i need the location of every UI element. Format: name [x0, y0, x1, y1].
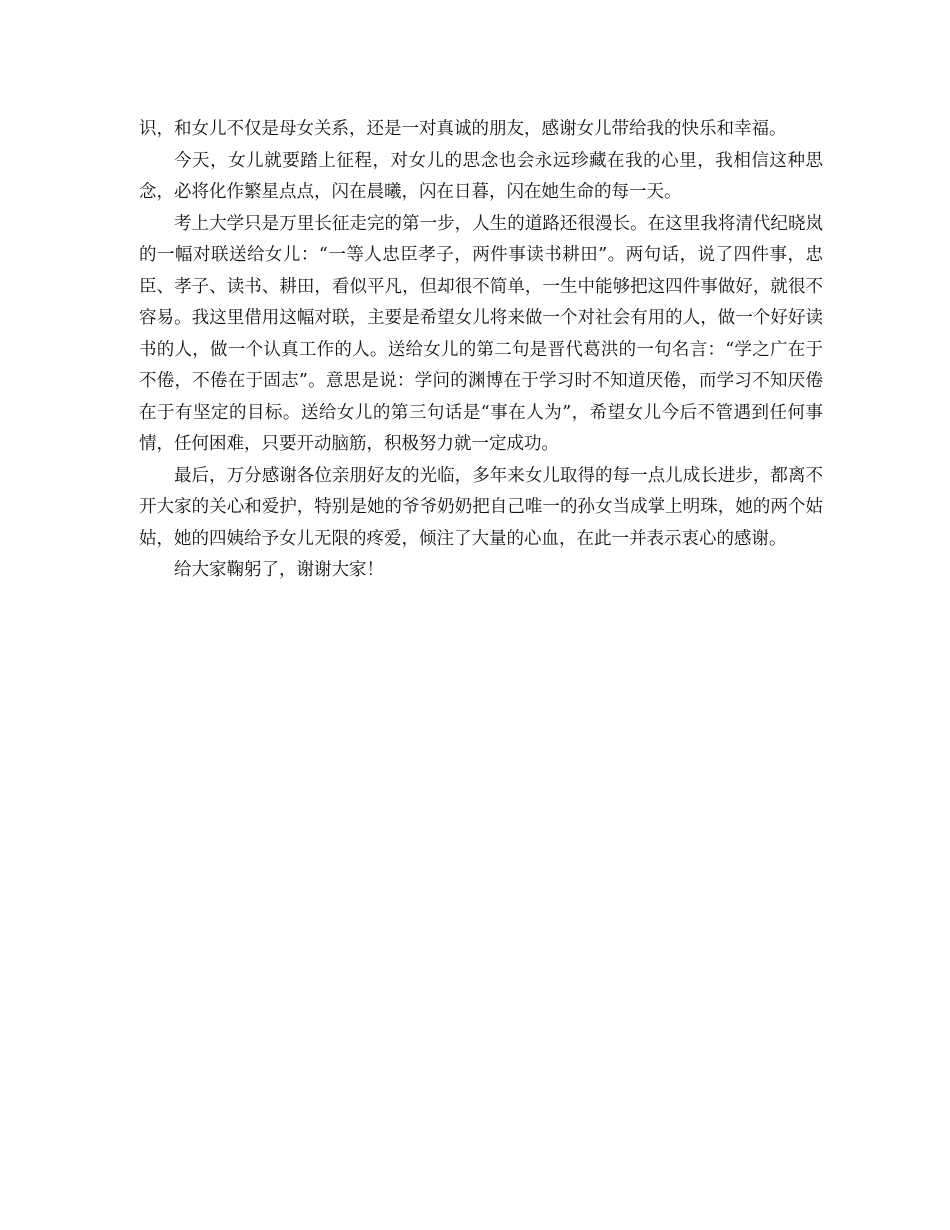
paragraph-3: 考上大学只是万里长征走完的第一步，人生的道路还很漫长。在这里我将清代纪晓岚的一幅对联送给女儿：“一等人忠臣孝子，两件事读书耕田”。两句话，说了四件事，忠臣、孝子、读书、耕田，看似平凡，但却很不简单，一生中能够把这四件事做好，就很不容易。我这里借用这幅对联，主要是希望女儿将来做一个对社会有用的人，做一个好好读书的人，做一个认真工作的人。送给女儿的第二句是晋代葛洪的一句名言：“学之广在于不倦，不倦在于固志”。意思是说：学问的渊博在于学习时不知道厌倦，而学习不知厌倦在于有坚定的目标。送给女儿的第三句话是“事在人为”，希望女儿今后不管遇到任何事情，任何困难，只要开动脑筋，积极努力就一定成功。: [139, 213, 823, 454]
paragraph-1: 识，和女儿不仅是母女关系，还是一对真诚的朋友，感谢女儿带给我的快乐和幸福。: [139, 119, 787, 139]
paragraph-5: 给大家鞠躬了，谢谢大家！: [174, 560, 384, 580]
paragraph-2: 今天，女儿就要踏上征程，对女儿的思念也会永远珍藏在我的心里，我相信这种思念，必将化作繁星点点，闪在晨曦，闪在日暮，闪在她生命的每一天。: [139, 150, 823, 202]
paragraph-4: 最后，万分感谢各位亲朋好友的光临，多年来女儿取得的每一点儿成长进步，都离不开大家的关心和爱护，特别是她的爷爷奶奶把自己唯一的孙女当成掌上明珠，她的两个姑姑，她的四姨给予女儿无限的疼爱，倾注了大量的心血，在此一并表示衷心的感谢。: [139, 465, 823, 549]
document-body: [139, 114, 823, 587]
